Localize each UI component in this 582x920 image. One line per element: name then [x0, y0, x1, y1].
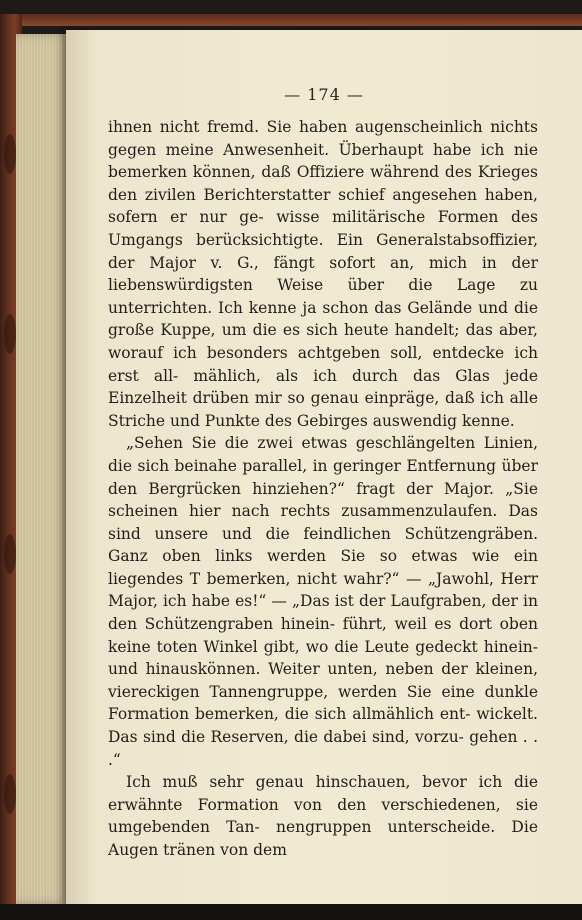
bottom-shadow [0, 904, 582, 920]
book-page [66, 30, 582, 906]
cover-mottle [4, 774, 16, 814]
cover-mottle [4, 134, 16, 174]
book-cover-top-edge [0, 14, 582, 26]
cover-mottle [4, 314, 16, 354]
paragraph-2: „Sehen Sie die zwei etwas geschlängelten Linien, die sich beinahe parallel, in geringer Entfernung über den Bergrücken hinziehen?“ fragt der Major. „Sie scheinen hier nach rechts zusammenzulaufen. Das sind unsere und die feindlichen Schützengräben. Ganz oben links werden Sie so etwas wie ein liegendes T bemerken, nicht wahr?“ — „Jawohl, Herr Major, ich habe es!“ — „Das ist der Laufgraben, der in den Schützengraben hinein- führt, weil es dort oben keine toten Winkel gibt, wo die Leute gedeckt hinein- und hinauskönnen. Weiter unten, neben der kleinen, viereckigen Tannengruppe, werden Sie eine dunkle Formation bemerken, die sich allmählich ent- wickelt. Das sind die Reserven, die dabei sind, vorzu- gehen . . .“ [108, 434, 538, 769]
paragraph-1: ihnen nicht fremd. Sie haben augenscheinlich nichts gegen meine Anwesenheit. Überhaupt habe ich nie bemerken können, daß Offiziere während des Krieges den zivilen Berichterstatter schief angesehen haben, sofern er nur ge- wisse militärische Formen des Umgangs berücksichtigte. Ein Generalstabsoffizier, der Major v. G., fängt sofort an, mich in der liebenswürdigsten Weise über die Lage zu unterrichten. Ich kenne ja schon das Gelände und die große Kuppe, um die es sich heute handelt; das aber, worauf ich besonders achtgeben soll, entdecke ich erst all- mählich, als ich durch das Glas jede Einzelheit drüben mir so genau einpräge, daß ich alle Striche und Punkte des Gebirges auswendig kenne. [108, 118, 538, 430]
paragraph-3: Ich muß sehr genau hinschauen, bevor ich die erwähnte Formation von den verschiedenen, sie umgebenden Tan- nengruppen unterscheide. Die Augen tränen von dem [108, 773, 538, 859]
page-text [108, 116, 538, 862]
cover-mottle [4, 534, 16, 574]
page-number: — 174 — [284, 85, 364, 104]
stacked-page-edges [16, 34, 68, 904]
